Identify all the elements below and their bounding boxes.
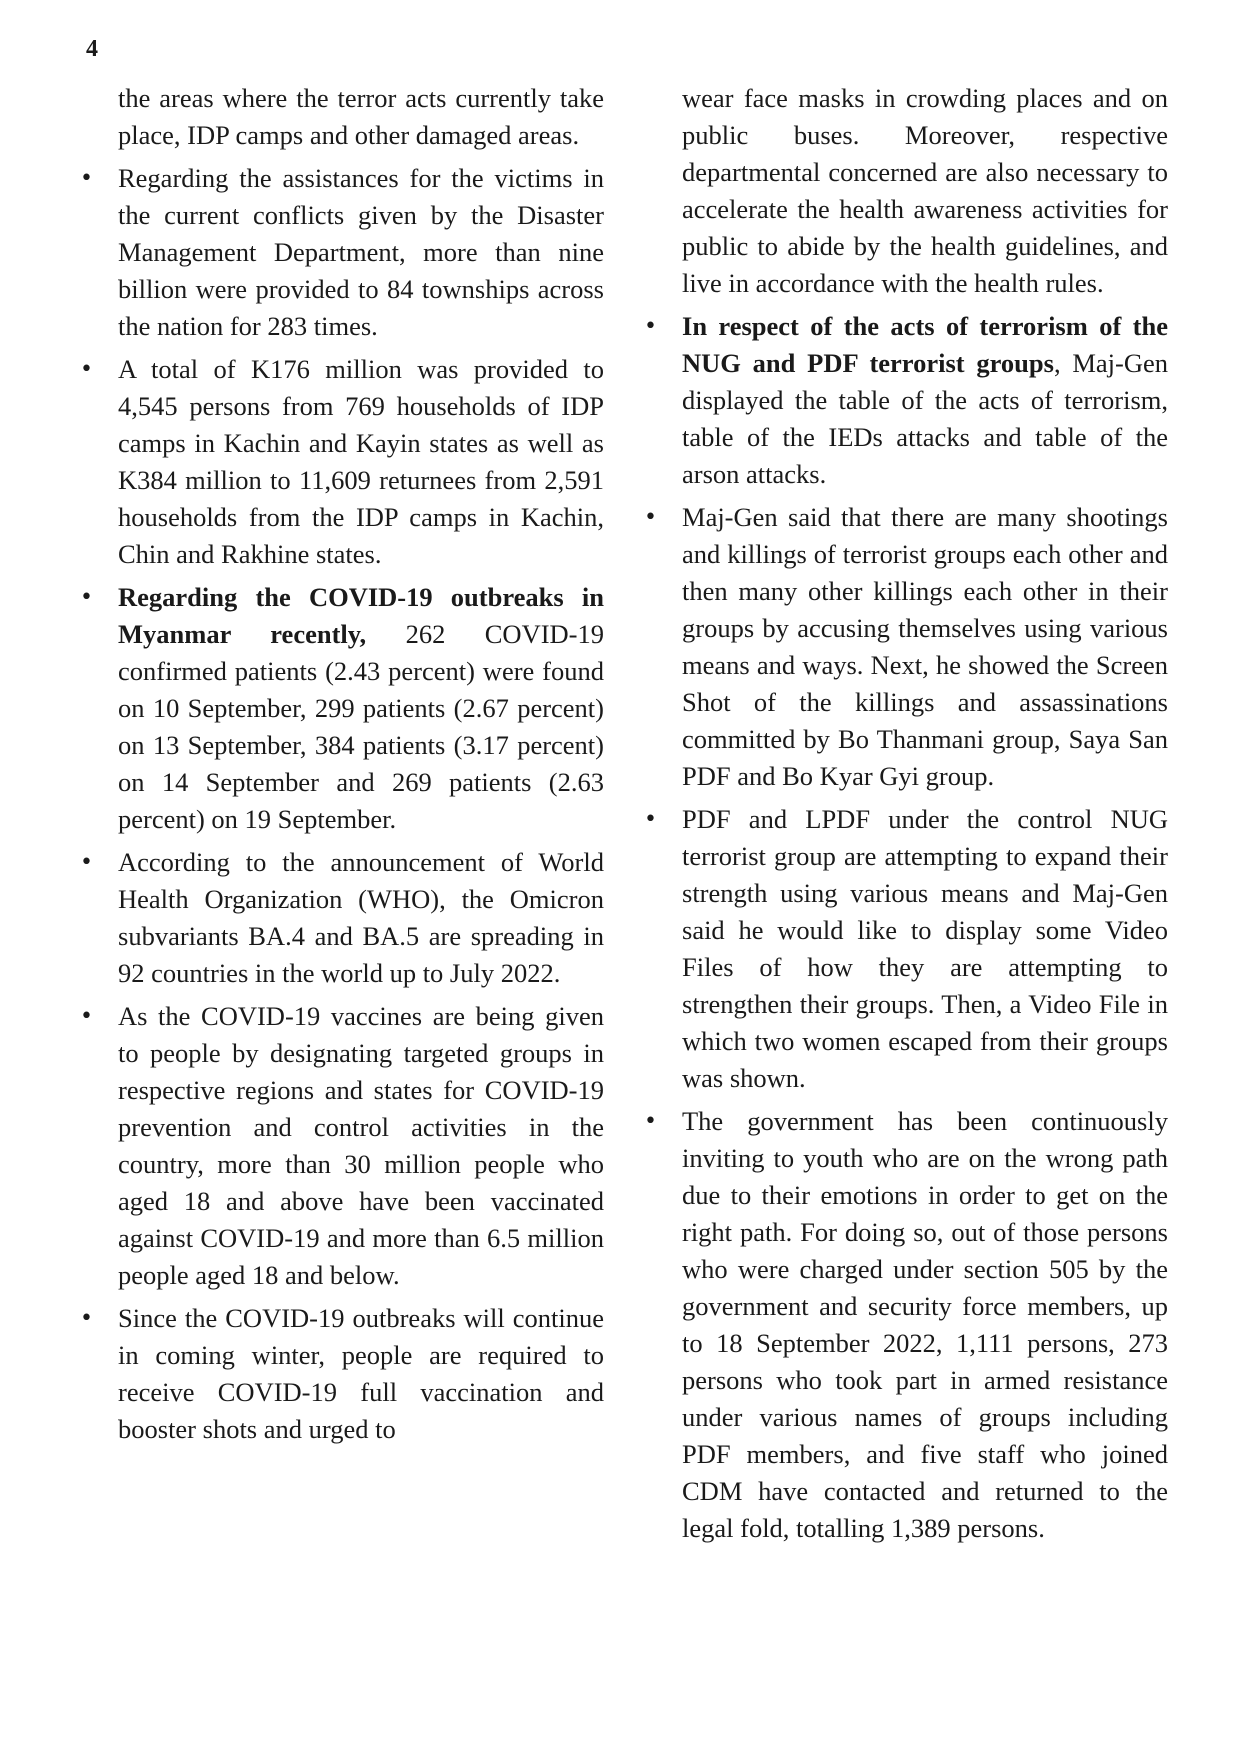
bullet-lead: In respect of the acts of terrorism of the NUG and PDF terrorist groups	[682, 311, 1168, 378]
bullet-item	[118, 351, 604, 573]
bullet-item	[682, 801, 1168, 1097]
bullet-text: A total of K176 million was provided to 4,545 persons from 769 households of IDP camps in Kachin and Kayin states as well as K384 million to 11,609 returnees from 2,591 households from the IDP camps in Kachin, Chin and Rakhine states.	[118, 354, 604, 569]
paragraph-text: wear face masks in crowding places and on public buses. Moreover, respective departmental concerned are also necessary to accelerate the health awareness activities for public to abide by the health guidelines, and live in accordance with the health rules.	[682, 83, 1168, 298]
bullet-text: The government has been continuously inviting to youth who are on the wrong path due to their emotions in order to get on the right path. For doing so, out of those persons who were charged under section 505 by the government and security force members, up to 18 September 2022, 1,111 persons, 273 persons who took part in armed resistance under various names of groups including PDF members, and five staff who joined CDM have contacted and returned to the legal fold, totalling 1,389 persons.	[682, 1106, 1168, 1543]
bullet-item	[118, 998, 604, 1294]
paragraph-text: the areas where the terror acts currently take place, IDP camps and other damaged areas.	[118, 83, 604, 150]
bullet-text: 262 COVID-19 confirmed patients (2.43 percent) were found on 10 September, 299 patients (2.67 percent) on 13 September, 384 patients (3.17 percent) on 14 September and 269 patients (2.63 percent) on 19 September.	[118, 619, 604, 834]
bullet-text: Maj-Gen said that there are many shootings and killings of terrorist groups each other and then many other killings each other in their groups by accusing themselves using various means and ways. Next, he showed the Screen Shot of the killings and assassinations committed by Bo Thanmani group, Saya San PDF and Bo Kyar Gyi group.	[682, 502, 1168, 791]
bullet-lead: Regarding the COVID-19 outbreaks in Myanmar recently,	[118, 582, 604, 649]
paragraph	[118, 80, 604, 154]
bullet-text: Regarding the assistances for the victims in the current conflicts given by the Disaster Management Department, more than nine billion were provided to 84 townships across the nation for 283 times.	[118, 163, 604, 341]
bullet-text: As the COVID-19 vaccines are being given to people by designating targeted groups in respective regions and states for COVID-19 prevention and control activities in the country, more than 30 million people who aged 18 and above have been vaccinated against COVID-19 and more than 6.5 million people aged 18 and below.	[118, 1001, 604, 1290]
bullet-text: PDF and LPDF under the control NUG terrorist group are attempting to expand their strength using various means and Maj-Gen said he would like to display some Video Files of how they are attempting to strengthen their groups. Then, a Video File in which two women escaped from their groups was shown.	[682, 804, 1168, 1093]
bullet-text: , Maj-Gen displayed the table of the acts of terrorism, table of the IEDs attacks and table of the arson attacks.	[682, 348, 1168, 489]
bullet-item	[118, 579, 604, 838]
paragraph	[682, 80, 1168, 302]
bullet-item	[682, 499, 1168, 795]
page-number: 4	[86, 36, 98, 62]
bullet-item	[118, 160, 604, 345]
bullet-text: According to the announcement of World Health Organization (WHO), the Omicron subvariants BA.4 and BA.5 are spreading in 92 countries in the world up to July 2022.	[118, 847, 604, 988]
bullet-item	[682, 1103, 1168, 1547]
bullet-item	[118, 844, 604, 992]
right-column	[682, 80, 1168, 1553]
left-column	[118, 80, 604, 1454]
bullet-item	[118, 1300, 604, 1448]
bullet-text: Since the COVID-19 outbreaks will continue in coming winter, people are required to receive COVID-19 full vaccination and booster shots and urged to	[118, 1303, 604, 1444]
bullet-item	[682, 308, 1168, 493]
